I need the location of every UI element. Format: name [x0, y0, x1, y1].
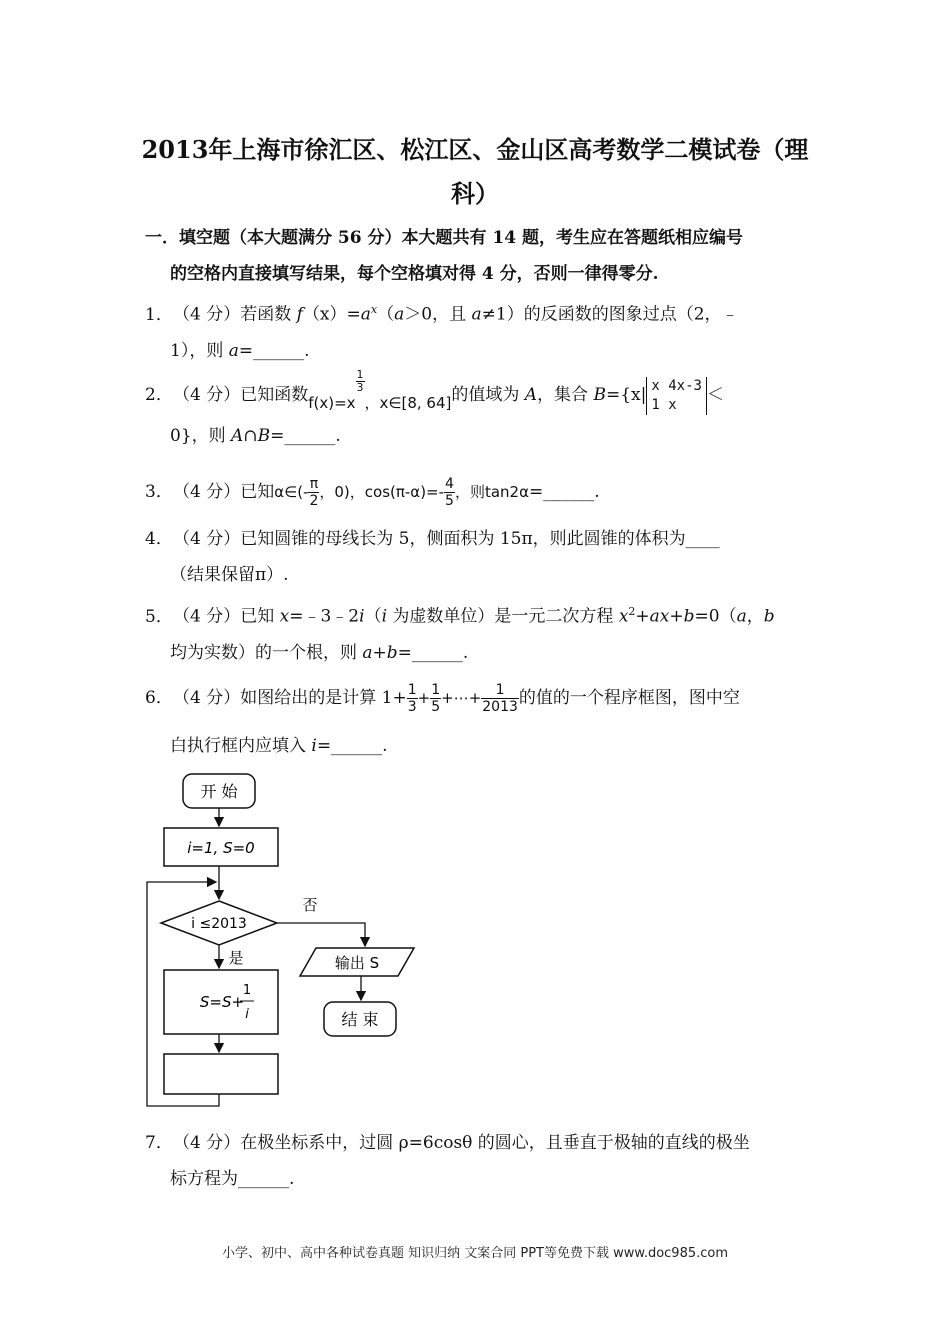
q5-i2: i	[381, 606, 387, 627]
q5-b: b	[683, 606, 695, 627]
flowchart	[140, 768, 430, 1113]
q6-one2: 1	[431, 682, 441, 698]
section-1-line1: 一．填空题（本大题满分 56 分）本大题共有 14 题，考生应在答题纸相应编号	[145, 228, 743, 248]
q2-m11: x	[651, 377, 660, 394]
q7-number: 7．	[145, 1133, 173, 1153]
q1-text4: ＞0，且	[404, 304, 472, 325]
q2-determinant	[646, 377, 707, 415]
blank-execution-box	[164, 1054, 278, 1094]
q1-text6: 1），则	[170, 340, 229, 361]
assign-label: S=S+	[199, 993, 245, 1011]
q2-m22: x	[668, 396, 677, 413]
q5-text3: （	[364, 606, 382, 627]
q3-points: （4 分）	[173, 482, 241, 502]
question-1	[145, 292, 810, 369]
page-title: 2013年上海市徐汇区、松江区、金山区高考数学二模试卷（理科）	[141, 135, 809, 208]
yes-label: 是	[228, 949, 244, 967]
question-5	[145, 594, 810, 671]
q6-five: 5	[431, 699, 441, 715]
q1-text2: （x）=	[302, 304, 361, 325]
q6-one3: 1	[481, 682, 519, 699]
q2-text3: ，集合	[537, 385, 594, 405]
q5-x: x	[279, 606, 290, 627]
q5-sq: 2	[628, 605, 636, 618]
q1-f: f	[296, 304, 303, 325]
q7-text2: 标方程为______.	[170, 1169, 295, 1189]
q6-one: 1	[407, 682, 417, 698]
q4-text2: （结果保留π）.	[170, 565, 289, 585]
q5-text2: =﹣3﹣2	[289, 606, 360, 627]
q6-plus: +	[417, 689, 431, 707]
q3-answer-blank: =______.	[528, 482, 600, 502]
condition-label: i ≤2013	[191, 916, 247, 932]
q1-text5: ≠1）的反函数的图象过点（2，﹣	[481, 304, 739, 325]
section-1-line2: 的空格内直接填写结果，每个空格填对得 4 分，否则一律得零分.	[170, 264, 659, 284]
q3-text: 已知	[240, 482, 275, 502]
question-3	[145, 470, 810, 514]
q5-i: i	[359, 606, 365, 627]
q7-text: 在极坐标系中，过圆 ρ=6cosθ 的圆心，且垂直于极轴的直线的极坐	[240, 1133, 750, 1153]
init-label: i=1, S=0	[187, 839, 255, 857]
q1-a3: a	[471, 304, 482, 325]
section-1-header	[145, 220, 815, 292]
q5-text4: 为虚数单位）是一元二次方程	[387, 606, 619, 627]
page-footer: 小学、初中、高中各种试卷真题 知识归纳 文案合同 PPT等免费下载 www.doc985.com	[221, 1246, 729, 1261]
q5-plus2: +	[669, 606, 684, 627]
q1-points: （4 分）	[173, 304, 241, 325]
question-6	[145, 676, 810, 772]
q5-a: a	[736, 606, 747, 627]
q1-text3: （	[377, 304, 395, 325]
q2-func: f(x)=x	[308, 394, 356, 412]
no-label: 否	[302, 896, 318, 914]
q5-text10: 均为实数）的一个根，则	[170, 642, 363, 663]
q5-plus: +	[635, 606, 650, 627]
q5-text: 已知	[240, 606, 280, 627]
q1-a: a	[360, 304, 371, 325]
q2-text4: ={x|	[605, 385, 647, 405]
q2-lt: ＜	[706, 385, 724, 405]
q5-b2: b	[763, 606, 775, 627]
q3-alpha: α∈(-	[274, 483, 309, 501]
q2-A2: A	[231, 426, 244, 446]
q3-four: 4	[445, 476, 454, 492]
output-label: 输出 S	[334, 954, 380, 972]
q5-answer-blank: =______.	[397, 642, 469, 663]
q2-cap: ∩	[243, 426, 258, 446]
assign-frac-num: 1	[242, 983, 252, 998]
q2-m12: 4x-3	[668, 377, 702, 394]
q6-i: i	[311, 736, 317, 756]
q2-m21: 1	[651, 396, 660, 413]
q2-exp-num: 1	[356, 368, 364, 381]
q2-answer-blank: =______.	[270, 426, 341, 446]
q2-domain: ，x∈[8, 64]	[364, 394, 452, 412]
q2-text5: 0}，则	[170, 426, 232, 446]
question-7	[145, 1125, 810, 1197]
q5-number: 5．	[145, 606, 173, 627]
q5-ax: ax	[649, 606, 670, 627]
q3-five: 5	[445, 493, 454, 509]
end-label: 结 束	[341, 1010, 379, 1029]
q1-a4: a	[228, 340, 239, 361]
q4-points: （4 分）	[173, 529, 241, 549]
q2-points: （4 分）	[173, 385, 241, 405]
q6-text: 如图给出的是计算 1+	[240, 688, 407, 708]
q6-points: （4 分）	[173, 688, 241, 708]
q2-exp-den: 3	[356, 381, 364, 394]
q2-text2: 的值域为	[451, 385, 525, 405]
q4-number: 4．	[145, 529, 173, 549]
q1-text: 若函数	[240, 304, 297, 325]
q1-answer-blank: =______.	[238, 340, 310, 361]
q6-text2: 的值的一个程序框图，图中空	[518, 688, 740, 708]
q7-points: （4 分）	[173, 1133, 241, 1153]
q5-x2: x	[618, 606, 629, 627]
q3-number: 3．	[145, 482, 173, 502]
assign-frac-den: i	[245, 1007, 249, 1022]
q3-pi: π	[309, 476, 319, 492]
q6-answer-blank: =______.	[316, 736, 388, 756]
question-2	[145, 368, 810, 454]
q2-A: A	[524, 385, 538, 405]
q6-text3: 白执行框内应填入	[170, 736, 312, 756]
q3-tan: ，则tan2α	[454, 483, 529, 501]
q1-number: 1．	[145, 304, 173, 325]
q6-three: 3	[407, 699, 417, 715]
q1-a2: a	[394, 304, 405, 325]
start-label: 开 始	[200, 782, 238, 801]
q5-apb: a+b	[362, 642, 398, 663]
question-4	[145, 521, 810, 593]
q2-number: 2．	[145, 385, 173, 405]
arrow-no-branch	[277, 923, 365, 946]
q3-two: 2	[309, 493, 319, 509]
q6-2013: 2013	[482, 699, 518, 715]
q6-number: 6．	[145, 688, 173, 708]
q4-text: 已知圆锥的母线长为 5，侧面积为 15π，则此圆锥的体积为____	[240, 529, 720, 549]
q2-B2: B	[257, 426, 271, 446]
q5-text8: =0（	[694, 606, 737, 627]
q6-dots: +⋯+	[441, 689, 482, 707]
q1-exp: x	[370, 303, 378, 316]
q3-cos: ，0)，cos(π-α)=-	[319, 483, 445, 501]
q5-points: （4 分）	[173, 606, 241, 627]
q5-comma: ，	[746, 606, 764, 627]
q2-B: B	[593, 385, 606, 405]
q2-text: 已知函数	[240, 385, 309, 405]
